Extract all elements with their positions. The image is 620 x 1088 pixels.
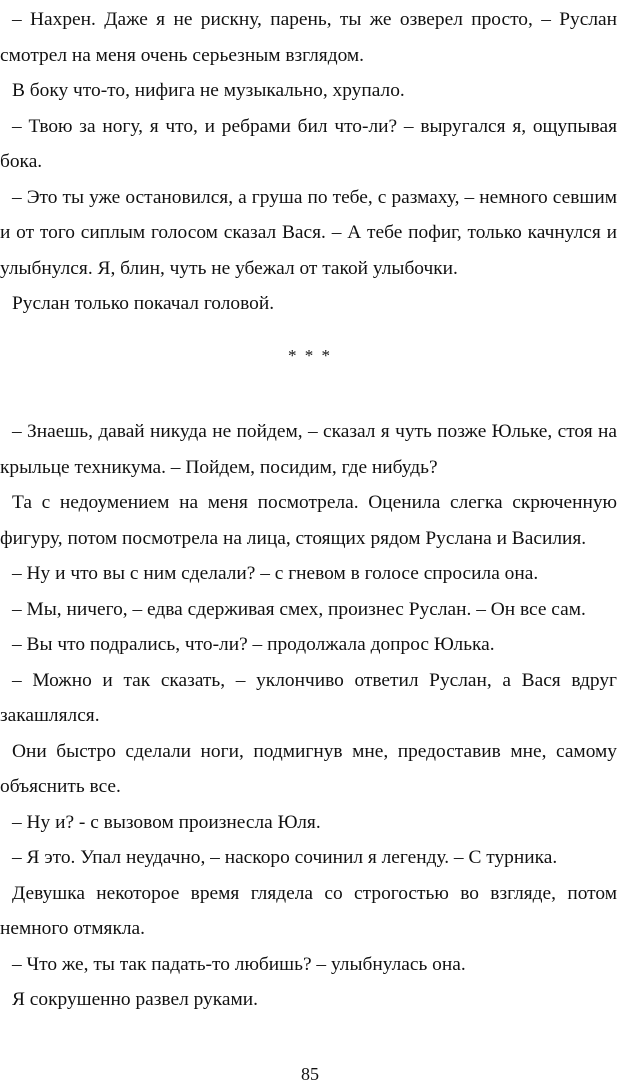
paragraph: – Это ты уже остановился, а груша по тебе, с размаху, – немного севшим и от того сиплым голосом сказал Вася. – А тебе пофиг, только качнулся и улыбнулся. Я, блин, чуть не убежал от такой улыбочки. <box>0 186 617 279</box>
paragraph: – Ну и что вы с ним сделали? – с гневом в голосе спросила она. <box>12 563 539 584</box>
paragraph: – Знаешь, давай никуда не пойдем, – сказал я чуть позже Юльке, стоя на крыльце техникума. – Пойдем, посидим, где нибудь? <box>0 421 617 478</box>
paragraph: – Вы что подрались, что-ли? – продолжала допрос Юлька. <box>12 634 495 655</box>
page-number: 85 <box>301 1064 319 1084</box>
paragraph: Девушка некоторое время глядела со строгостью во взгляде, потом немного отмякла. <box>0 882 617 939</box>
text-block-1 <box>0 2 617 322</box>
paragraph: – Мы, ничего, – едва сдерживая смех, произнес Руслан. – Он все сам. <box>12 598 586 620</box>
paragraph: Они быстро сделали ноги, подмигнув мне, предоставив мне, самому объяснить все. <box>0 740 617 797</box>
paragraph: Я сокрушенно развел руками. <box>12 989 258 1010</box>
paragraph: – Ну и? - с вызовом произнесла Юля. <box>12 811 321 833</box>
paragraph: – Нахрен. Даже я не рискну, парень, ты же озверел просто, – Руслан смотрел на меня очень серьезным взглядом. <box>0 9 617 66</box>
text-block-2 <box>0 414 617 1018</box>
paragraph: – Что же, ты так падать-то любишь? – улыбнулась она. <box>12 953 466 975</box>
paragraph: – Твою за ногу, я что, и ребрами бил что-ли? – выругался я, ощупывая бока. <box>0 115 617 172</box>
paragraph: В боку что-то, нифига не музыкально, хрупало. <box>12 80 405 101</box>
section-separator: * * * <box>288 346 332 365</box>
paragraph: Руслан только покачал головой. <box>12 293 275 314</box>
paragraph: – Можно и так сказать, – уклончиво ответил Руслан, а Вася вдруг закашлялся. <box>0 669 617 726</box>
paragraph: Та с недоумением на меня посмотрела. Оценила слегка скрюченную фигуру, потом посмотрела на лица, стоящих рядом Руслана и Василия. <box>0 492 617 549</box>
paragraph: – Я это. Упал неудачно, – наскоро сочинил я легенду. – С турника. <box>12 847 558 868</box>
